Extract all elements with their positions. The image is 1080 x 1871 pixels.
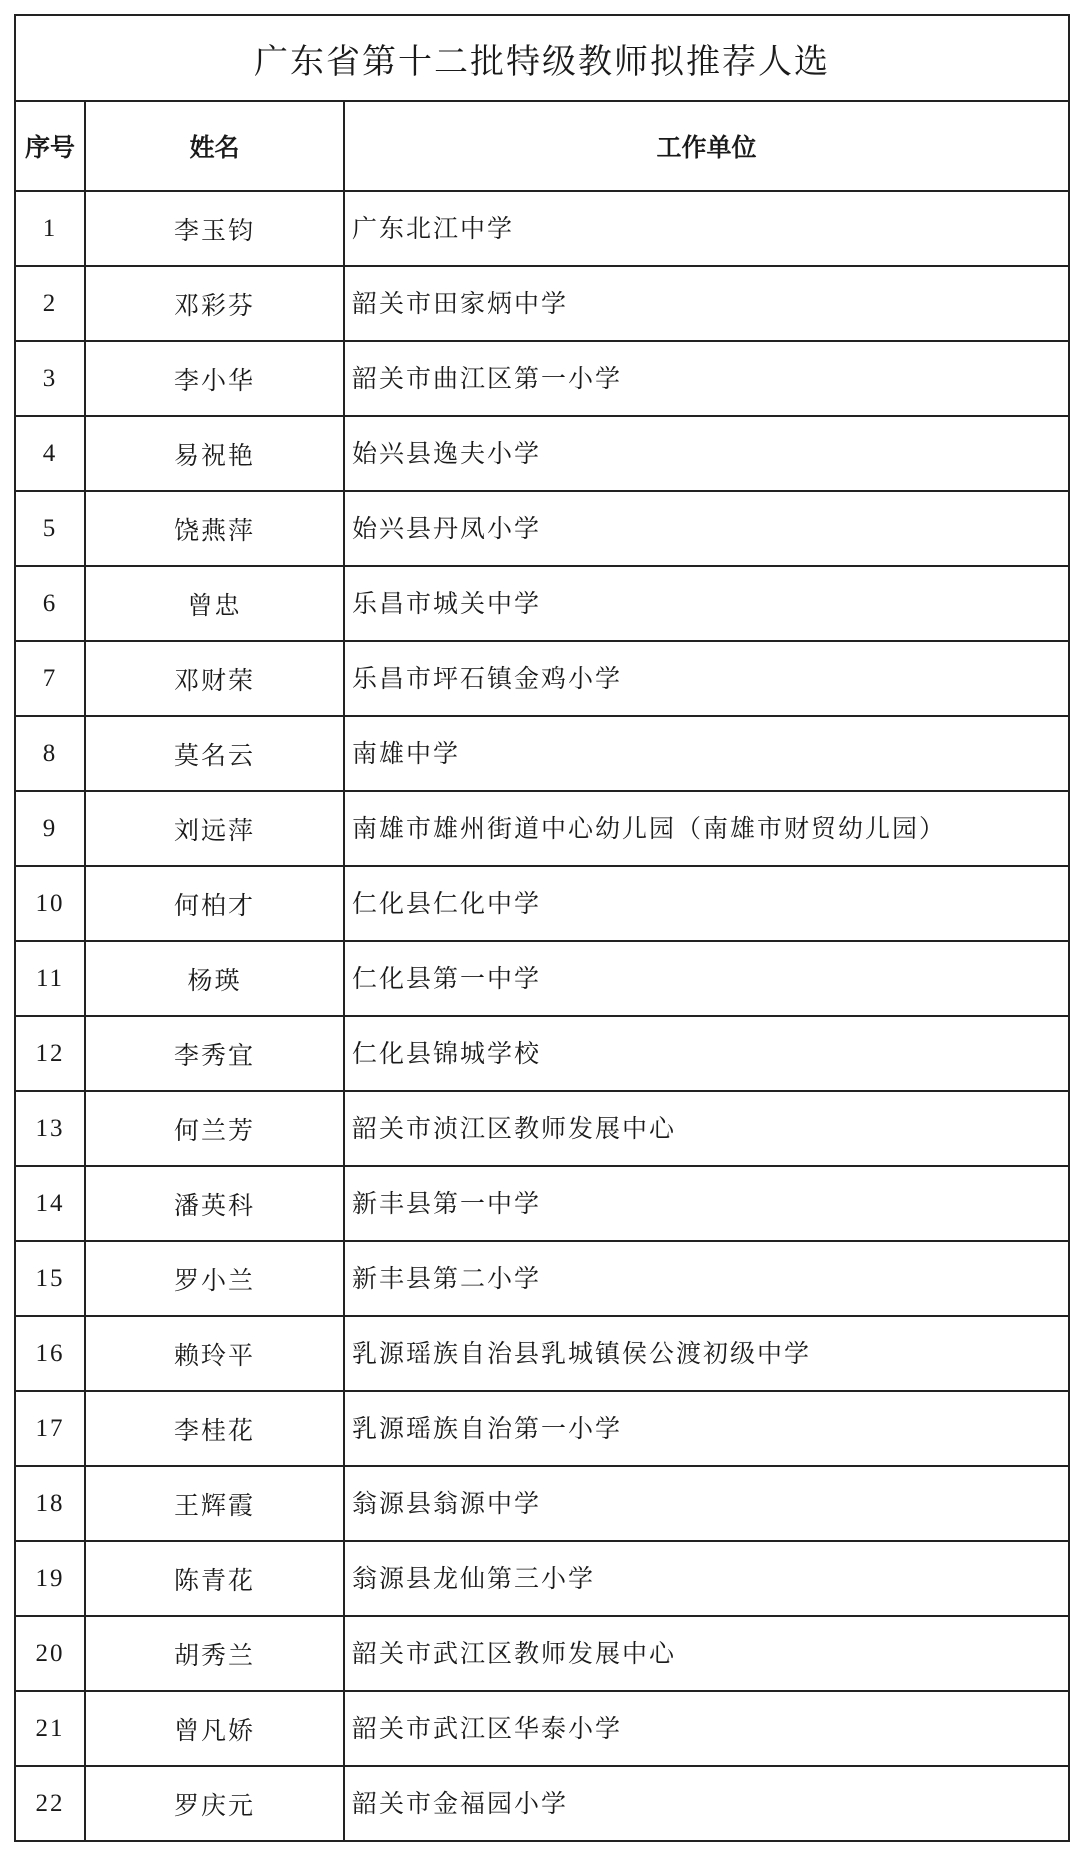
work-unit-cell: 仁化县锦城学校 [344, 1016, 1069, 1091]
teacher-name-cell: 罗庆元 [85, 1766, 344, 1841]
title-row [15, 15, 1069, 101]
row-number-cell: 22 [15, 1766, 85, 1841]
teacher-name-cell: 邓财荣 [85, 641, 344, 716]
work-unit-cell: 新丰县第二小学 [344, 1241, 1069, 1316]
row-number-cell: 15 [15, 1241, 85, 1316]
table-row [15, 1091, 1069, 1166]
teacher-name-cell: 饶燕萍 [85, 491, 344, 566]
teacher-name-cell: 曾忠 [85, 566, 344, 641]
work-unit-cell: 乐昌市城关中学 [344, 566, 1069, 641]
teacher-name-cell: 李玉钧 [85, 191, 344, 266]
teacher-name-cell: 潘英科 [85, 1166, 344, 1241]
work-unit-cell: 南雄中学 [344, 716, 1069, 791]
teacher-name-cell: 罗小兰 [85, 1241, 344, 1316]
table-row [15, 1391, 1069, 1466]
work-unit-cell: 南雄市雄州街道中心幼儿园（南雄市财贸幼儿园） [344, 791, 1069, 866]
work-unit-cell: 韶关市武江区教师发展中心 [344, 1616, 1069, 1691]
row-number-cell: 17 [15, 1391, 85, 1466]
work-unit-cell: 乳源瑶族自治县乳城镇侯公渡初级中学 [344, 1316, 1069, 1391]
row-number-cell: 6 [15, 566, 85, 641]
table-row [15, 1466, 1069, 1541]
teacher-name-cell: 莫名云 [85, 716, 344, 791]
row-number-cell: 19 [15, 1541, 85, 1616]
work-unit-cell: 始兴县丹凤小学 [344, 491, 1069, 566]
teacher-name-cell: 李小华 [85, 341, 344, 416]
row-number-cell: 8 [15, 716, 85, 791]
row-number-cell: 10 [15, 866, 85, 941]
teacher-name-cell: 何兰芳 [85, 1091, 344, 1166]
table-row [15, 191, 1069, 266]
column-header-unit: 工作单位 [344, 101, 1069, 191]
work-unit-cell: 韶关市武江区华泰小学 [344, 1691, 1069, 1766]
table-row [15, 1616, 1069, 1691]
teacher-name-cell: 李桂花 [85, 1391, 344, 1466]
table-row [15, 866, 1069, 941]
work-unit-cell: 翁源县龙仙第三小学 [344, 1541, 1069, 1616]
table-row [15, 416, 1069, 491]
row-number-cell: 11 [15, 941, 85, 1016]
header-row [15, 101, 1069, 191]
table-row [15, 1766, 1069, 1841]
table-row [15, 1166, 1069, 1241]
recommendation-table [14, 14, 1070, 1842]
teacher-name-cell: 曾凡娇 [85, 1691, 344, 1766]
table-row [15, 1016, 1069, 1091]
row-number-cell: 20 [15, 1616, 85, 1691]
table-row [15, 941, 1069, 1016]
table-row [15, 266, 1069, 341]
row-number-cell: 4 [15, 416, 85, 491]
row-number-cell: 13 [15, 1091, 85, 1166]
row-number-cell: 2 [15, 266, 85, 341]
table-row [15, 716, 1069, 791]
table-row [15, 1316, 1069, 1391]
teacher-name-cell: 胡秀兰 [85, 1616, 344, 1691]
column-header-name: 姓名 [85, 101, 344, 191]
teacher-name-cell: 陈青花 [85, 1541, 344, 1616]
table-row [15, 1241, 1069, 1316]
row-number-cell: 21 [15, 1691, 85, 1766]
work-unit-cell: 乳源瑶族自治第一小学 [344, 1391, 1069, 1466]
work-unit-cell: 仁化县第一中学 [344, 941, 1069, 1016]
teacher-name-cell: 杨瑛 [85, 941, 344, 1016]
work-unit-cell: 韶关市田家炳中学 [344, 266, 1069, 341]
work-unit-cell: 广东北江中学 [344, 191, 1069, 266]
table-row [15, 341, 1069, 416]
row-number-cell: 1 [15, 191, 85, 266]
table-row [15, 791, 1069, 866]
table-title: 广东省第十二批特级教师拟推荐人选 [15, 15, 1069, 101]
row-number-cell: 14 [15, 1166, 85, 1241]
teacher-name-cell: 何柏才 [85, 866, 344, 941]
work-unit-cell: 新丰县第一中学 [344, 1166, 1069, 1241]
row-number-cell: 12 [15, 1016, 85, 1091]
teacher-name-cell: 刘远萍 [85, 791, 344, 866]
table-row [15, 491, 1069, 566]
work-unit-cell: 韶关市浈江区教师发展中心 [344, 1091, 1069, 1166]
work-unit-cell: 乐昌市坪石镇金鸡小学 [344, 641, 1069, 716]
row-number-cell: 7 [15, 641, 85, 716]
document-sheet [14, 14, 1068, 1859]
column-header-no: 序号 [15, 101, 85, 191]
row-number-cell: 9 [15, 791, 85, 866]
work-unit-cell: 翁源县翁源中学 [344, 1466, 1069, 1541]
row-number-cell: 3 [15, 341, 85, 416]
table-row [15, 566, 1069, 641]
work-unit-cell: 韶关市曲江区第一小学 [344, 341, 1069, 416]
table-row [15, 641, 1069, 716]
row-number-cell: 16 [15, 1316, 85, 1391]
teacher-name-cell: 李秀宜 [85, 1016, 344, 1091]
work-unit-cell: 韶关市金福园小学 [344, 1766, 1069, 1841]
table-row [15, 1691, 1069, 1766]
row-number-cell: 18 [15, 1466, 85, 1541]
teacher-name-cell: 王辉霞 [85, 1466, 344, 1541]
teacher-name-cell: 邓彩芬 [85, 266, 344, 341]
teacher-name-cell: 赖玲平 [85, 1316, 344, 1391]
table-row [15, 1541, 1069, 1616]
teacher-name-cell: 易祝艳 [85, 416, 344, 491]
work-unit-cell: 始兴县逸夫小学 [344, 416, 1069, 491]
work-unit-cell: 仁化县仁化中学 [344, 866, 1069, 941]
row-number-cell: 5 [15, 491, 85, 566]
